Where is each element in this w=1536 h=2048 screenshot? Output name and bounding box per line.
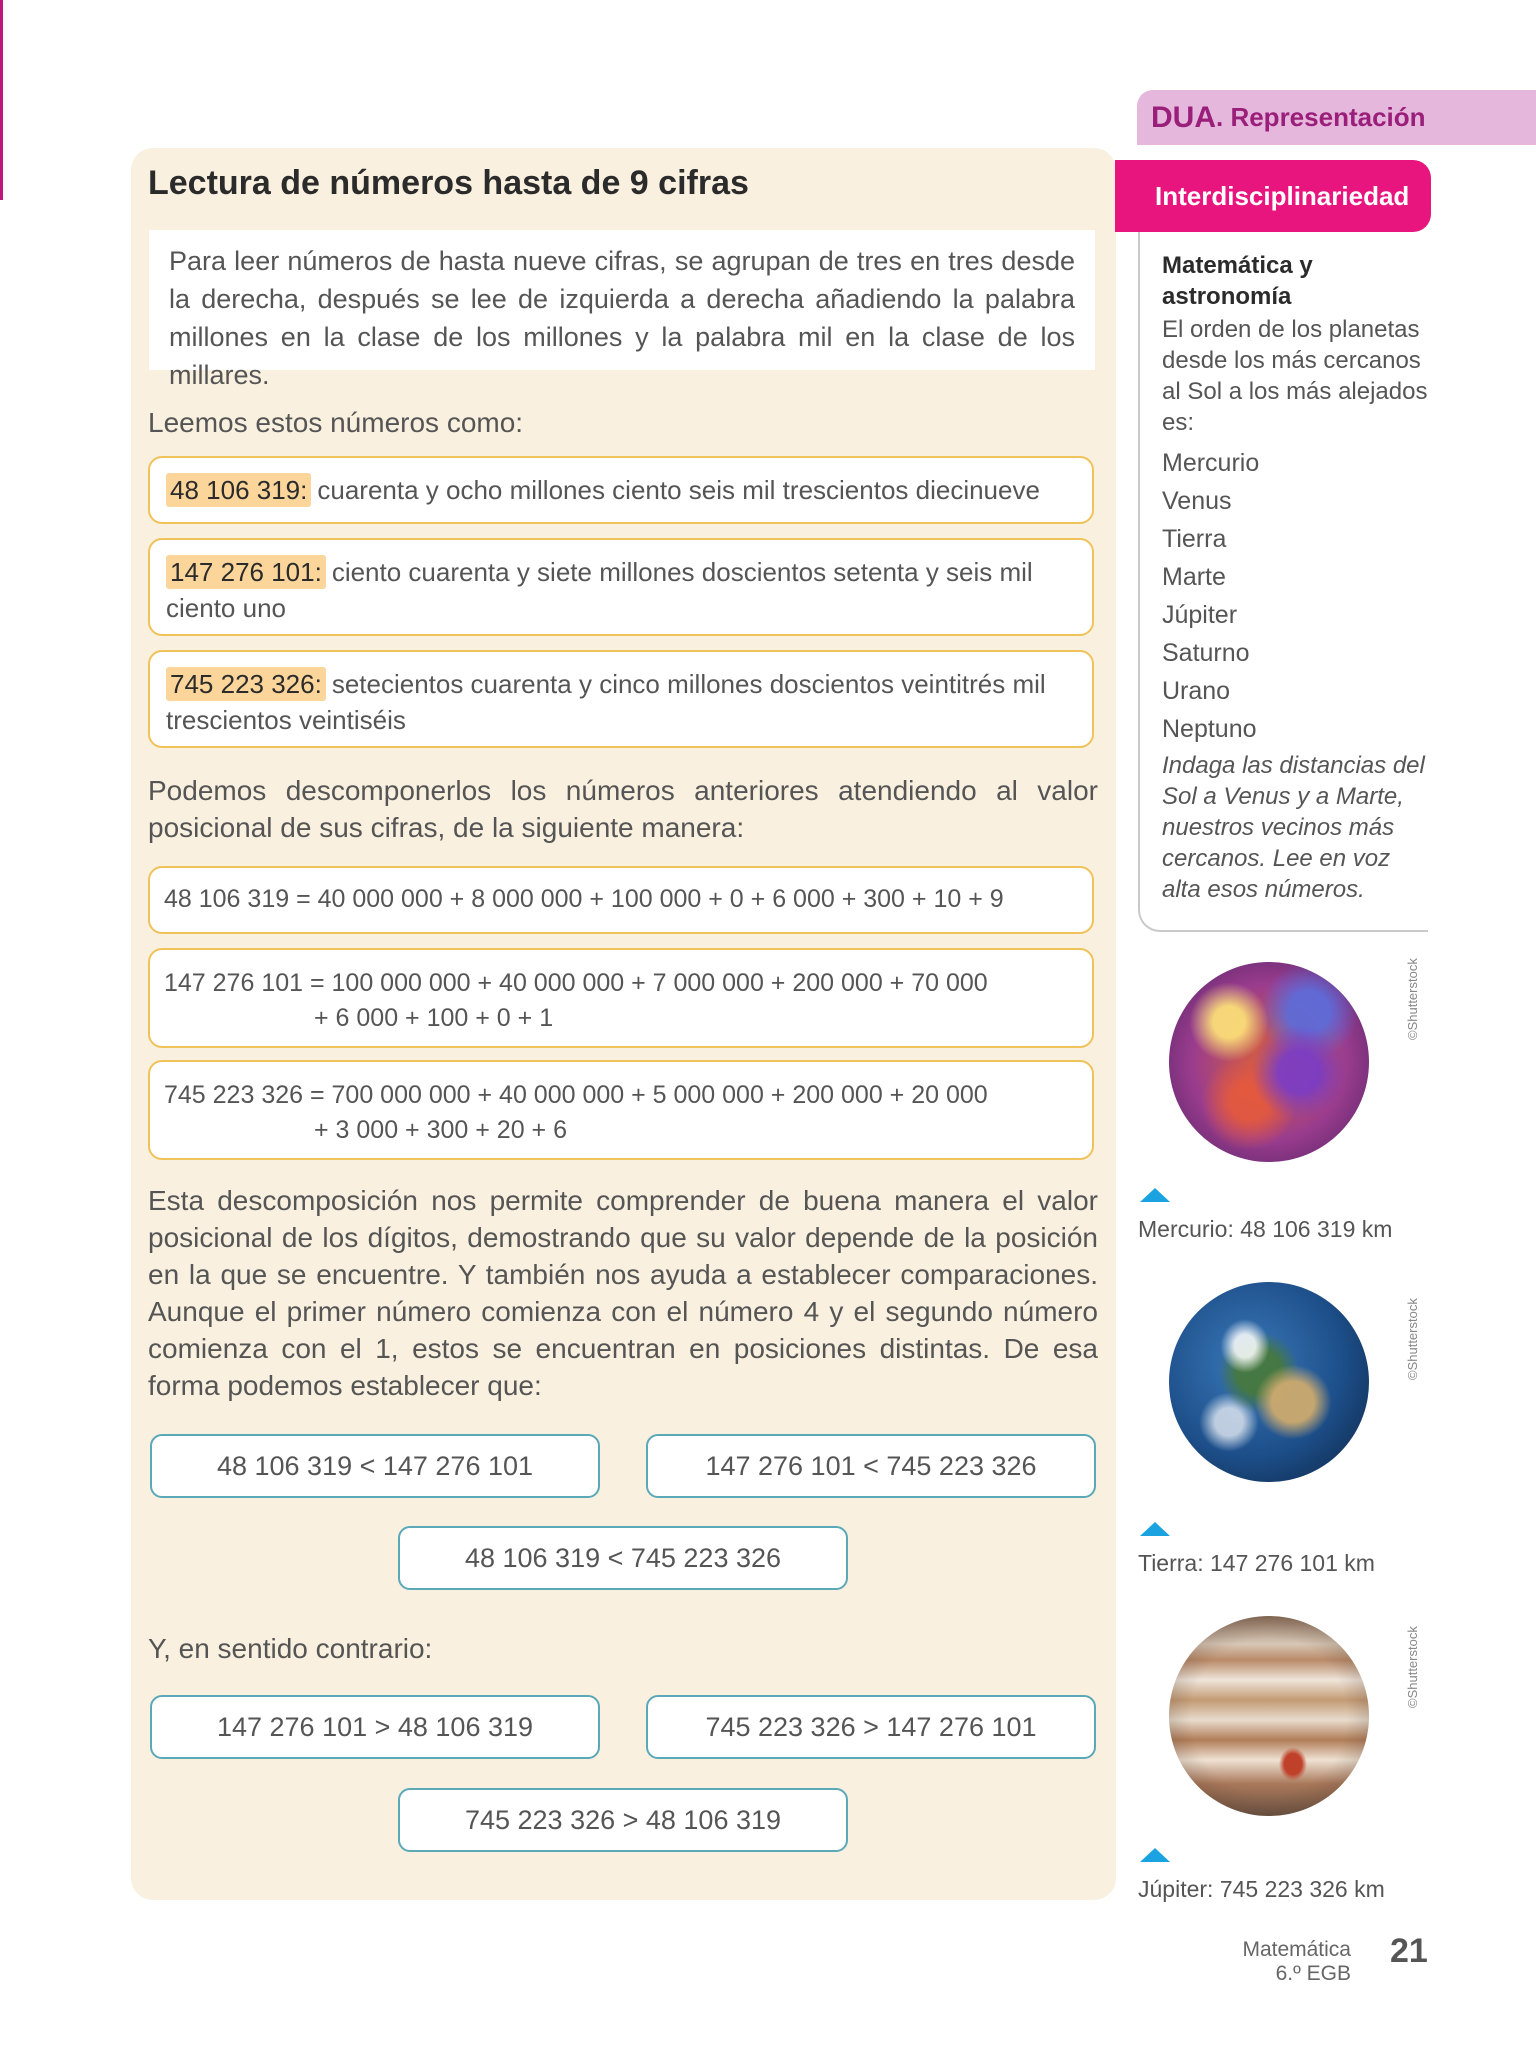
earth-caption: Tierra: 147 276 101 km <box>1138 1550 1375 1576</box>
decomposition-box <box>148 1060 1094 1160</box>
reading-number: 48 106 319: <box>166 473 311 507</box>
interdisciplinary-tab: Interdisciplinariedad <box>1115 160 1431 232</box>
main-panel <box>131 148 1116 1900</box>
reading-number: 745 223 326: <box>166 667 326 701</box>
list-item: Marte <box>1162 563 1226 591</box>
dua-label: DUA <box>1151 100 1216 134</box>
reading-text: setecientos cuarenta y cinco millones doscientos veintitrés mil trescientos veintiséis <box>166 669 1046 735</box>
list-item: Júpiter <box>1162 601 1238 629</box>
mercury-caption: Mercurio: 48 106 319 km <box>1138 1216 1393 1242</box>
intro-box: Para leer números de hasta nueve cifras, se agrupan de tres en tres desde la derecha, después se lee de izquierda a derecha añadiendo la palabra millones en la clase de los millones y la palabra mil en la clase de los millares. <box>149 230 1095 370</box>
caption-triangle-icon <box>1140 1188 1170 1202</box>
decomposition-box <box>148 948 1094 1048</box>
comparison-box: 48 106 319 < 745 223 326 <box>398 1526 848 1590</box>
page-number: 21 <box>1390 1932 1428 1970</box>
page-title: Lectura de números hasta de 9 cifras <box>148 164 749 202</box>
dua-banner <box>1137 90 1536 145</box>
footer-subject-name: Matemática <box>1242 1938 1351 1961</box>
list-item: Tierra <box>1162 525 1227 553</box>
sidebar-task: Indaga las distancias del Sol a Venus y a Marte, nuestros vecinos más cercanos. Lee en voz alta esos números. <box>1162 752 1425 903</box>
comparison-box: 147 276 101 > 48 106 319 <box>150 1695 600 1759</box>
reading-number: 147 276 101: <box>166 555 326 589</box>
jupiter-image <box>1169 1616 1369 1816</box>
decomposition-line: 48 106 319 = 40 000 000 + 8 000 000 + 100 000 + 0 + 6 000 + 300 + 10 + 9 <box>164 885 1004 913</box>
image-credit: ©Shutterstock <box>1405 1298 1420 1380</box>
reverse-intro: Y, en sentido contrario: <box>148 1633 433 1664</box>
decomposition-box <box>148 866 1094 934</box>
list-item: Saturno <box>1162 639 1250 667</box>
decomposition-line-cont: + 6 000 + 100 + 0 + 1 <box>314 1004 554 1032</box>
sidebar-heading: Matemática y astronomía <box>1162 252 1313 310</box>
reading-box <box>148 650 1094 748</box>
caption-triangle-icon <box>1140 1848 1170 1862</box>
footer-grade: 6.º EGB <box>1275 1962 1351 1985</box>
footer-subject <box>1242 1938 1351 1986</box>
decomposition-line: 147 276 101 = 100 000 000 + 40 000 000 + 7 000 000 + 200 000 + 70 000 <box>164 969 988 997</box>
list-item: Venus <box>1162 487 1232 515</box>
jupiter-caption: Júpiter: 745 223 326 km <box>1138 1876 1385 1902</box>
astronomy-sidebar <box>1138 232 1428 932</box>
list-item: Neptuno <box>1162 715 1257 743</box>
reading-box <box>148 538 1094 636</box>
reading-intro: Leemos estos números como: <box>148 407 524 438</box>
page-edge-mark <box>0 0 3 200</box>
decomposition-line: 745 223 326 = 700 000 000 + 40 000 000 + 5 000 000 + 200 000 + 20 000 <box>164 1081 988 1109</box>
list-item: Urano <box>1162 677 1231 705</box>
decompose-intro: Podemos descomponerlos los números anteriores atendiendo al valor posicional de sus cifras, de la siguiente manera: <box>148 775 1098 843</box>
image-credit: ©Shutterstock <box>1405 1626 1420 1708</box>
planet-list <box>1162 444 1428 748</box>
dua-subtitle: . Representación <box>1216 102 1426 132</box>
explanation-paragraph: Esta descomposición nos permite comprender de buena manera el valor posicional de los dígitos, demostrando que su valor depende de la posición en la que se encuentre. Y también nos ayuda a establecer comparaciones. Aunque el primer número comienza con el número 4 y el segundo número comienza con el 1, estos se encuentran en posiciones distintas. De esa forma podemos establecer que: <box>148 1185 1098 1401</box>
reading-text: cuarenta y ocho millones ciento seis mil trescientos diecinueve <box>317 475 1040 505</box>
comparison-box: 48 106 319 < 147 276 101 <box>150 1434 600 1498</box>
comparison-box: 745 223 326 > 48 106 319 <box>398 1788 848 1852</box>
comparison-box: 745 223 326 > 147 276 101 <box>646 1695 1096 1759</box>
list-item: Mercurio <box>1162 449 1260 477</box>
mercury-image <box>1169 962 1369 1162</box>
image-credit: ©Shutterstock <box>1405 958 1420 1040</box>
reading-text: ciento cuarenta y siete millones doscientos setenta y seis mil ciento uno <box>166 557 1033 623</box>
earth-image <box>1169 1282 1369 1482</box>
sidebar-text: El orden de los planetas desde los más cercanos al Sol a los más alejados es: <box>1162 316 1428 436</box>
comparison-box: 147 276 101 < 745 223 326 <box>646 1434 1096 1498</box>
caption-triangle-icon <box>1140 1522 1170 1536</box>
reading-box <box>148 456 1094 524</box>
decomposition-line-cont: + 3 000 + 300 + 20 + 6 <box>314 1116 568 1144</box>
